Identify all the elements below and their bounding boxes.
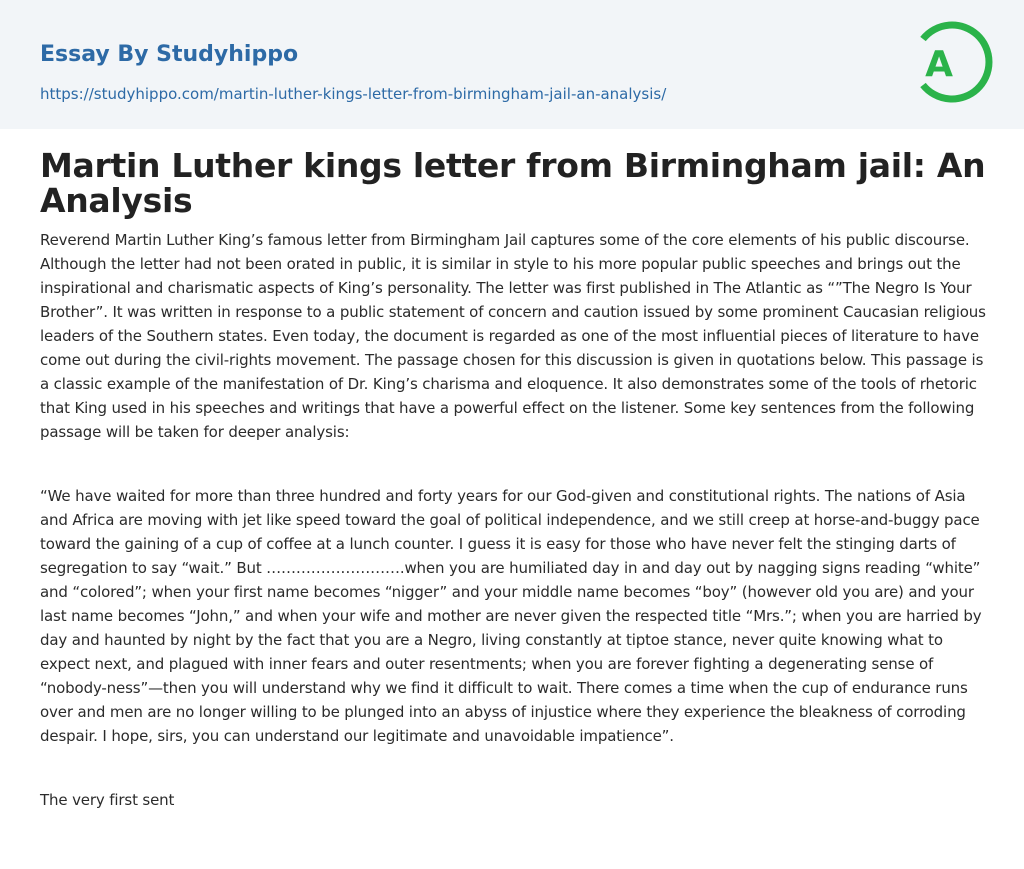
essay-paragraph-2-quote: “We have waited for more than three hundred and forty years for our God-given and constitutional rights. The nations of Asia and Africa are moving with jet like speed toward the goal of political independence, and we still creep at horse-and-buggy pace toward the gaining of a cup of coffee at a lunch counter. I guess it is easy for those who have never felt the stinging darts of segregation to say “wait.” But ……………………….when you are humiliated day in and day out by nagging signs reading “white” and “colored”; when your first name becomes “nigger” and your middle name becomes “boy” (however old you are) and your last name becomes “John,” and when your wife and mother are never given the respected title “Mrs.”; when you are harried by day and haunted by night by the fact that you are a Negro, living constantly at tiptoe stance, never quite knowing what to expect next, and plagued with inner fears and outer resentments; when you are forever fighting a degenerating sense of “nobody-ness”—then you will understand why we find it difficult to wait. There comes a time when the cup of endurance runs over and men are no longer willing to be plunged into an abyss of injustice where they experience the bleakness of corroding despair. I hope, sirs, you can understand our legitimate and unavoidable impatience”. <box>40 487 982 745</box>
essay-title: Martin Luther kings letter from Birmingham jail: An Analysis <box>40 146 986 220</box>
site-header <box>0 0 1024 129</box>
site-brand[interactable]: Essay By Studyhippo <box>40 42 299 67</box>
essay-paragraph-1: Reverend Martin Luther King’s famous letter from Birmingham Jail captures some of the core elements of his public discourse. Although the letter had not been orated in public, it is similar in style to his more popular public speeches and brings out the inspirational and charismatic aspects of King’s personality. The letter was first published in The Atlantic as “”The Negro Is Your Brother”. It was written in response to a public statement of concern and caution issued by some prominent Caucasian religious leaders of the Southern states. Even today, the document is regarded as one of the most influential pieces of literature to have come out during the civil-rights movement. The passage chosen for this discussion is given in quotations below. This passage is a classic example of the manifestation of Dr. King’s charisma and eloquence. It also demonstrates some of the tools of rhetoric that King used in his speeches and writings that have a powerful effect on the listener. Some key sentences from the following passage will be taken for deeper analysis: <box>40 231 986 441</box>
studyhippo-logo-icon[interactable] <box>905 17 993 107</box>
logo-letter: A <box>925 44 953 85</box>
essay-paragraph-3-truncated: The very first sent <box>40 791 175 809</box>
essay-url-link[interactable]: https://studyhippo.com/martin-luther-kings-letter-from-birmingham-jail-an-analysis/ <box>40 85 667 103</box>
